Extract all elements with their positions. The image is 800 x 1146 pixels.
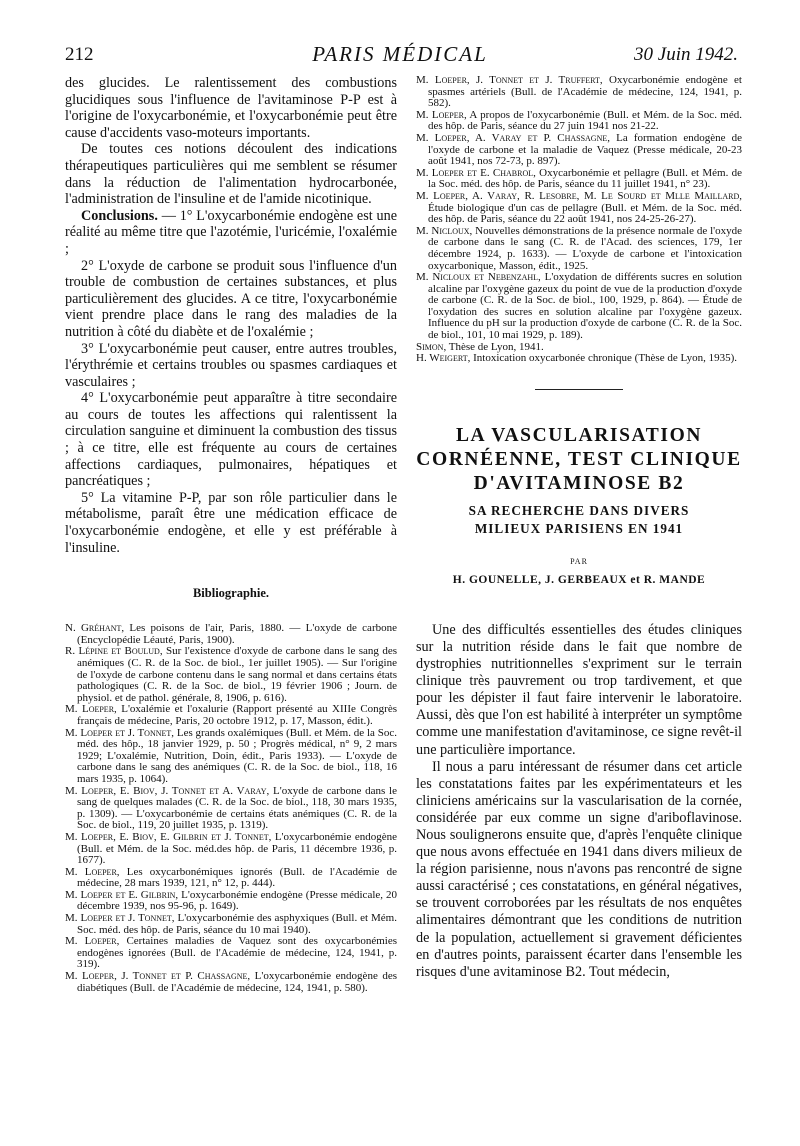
conclusion-item: 5° La vitamine P-P, par son rôle particulier dans le métabolisme, paraît être une médication efficace de l'oxycarbonémie endogène, et elle y est préférable à l'insuline.: [65, 489, 397, 556]
right-column: [416, 75, 742, 981]
article-subtitle-line: MILIEUX PARISIENS EN 1941: [474, 520, 684, 536]
bibliography-entry: [65, 786, 397, 832]
left-column: [65, 75, 397, 994]
bibliography-author: M. Loeper et J. Tonnet: [65, 726, 172, 739]
bibliography-text: , L'oxycarbonémie endogène des diabétiques (Bull. de l'Académie de médecine, 124, 1941, p. 580).: [77, 970, 397, 994]
article-title-line: CORNÉENNE, TEST CLINIQUE: [416, 448, 742, 470]
bibliography-text: , L'oxalémie et l'oxalurie (Rapport présenté au XIIIe Congrès français de médecine, Paris, 20 octobre 1912, p. 17, Masson, édit.).: [77, 703, 397, 727]
bibliography-heading: Bibliographie.: [192, 586, 270, 601]
bibliography-entry: [416, 353, 742, 365]
section-divider: [535, 389, 623, 390]
issue-date: 30 Juin 1942.: [634, 44, 738, 65]
bibliography-entry: [65, 936, 397, 971]
article-paragraph: Une des difficultés essentielles des études cliniques sur la nutrition réside dans le fait que nombre de dystrophies nutritionnelles s'expriment sur le terrain clinique très pauvrement ou trop tardivement, et que pour les dépister il faut faire intervenir le laboratoire. Aussi, dès que l'on est habilité à interpréter un symptôme comme une manifestation d'avitaminose, ce signe revêt-il une particulière importance.: [416, 621, 743, 758]
bibliography-text: , Nouvelles démonstrations de la présence normale de l'oxyde de carbone dans le sang (C. R. de l'Acad. des sciences, 179, 1er décembre 1924, p. 1633). — L'oxyde de carbone et l'intoxication oxycarbonique, Masson, édit., 1925.: [428, 224, 742, 272]
bibliography-list-left: [65, 623, 397, 994]
bibliography-text: , L'oxydation de différents sucres en solution alcaline par l'oxygène gazeux du point de vue de la production d'oxyde de carbone (C. R. de la Soc. de biol., 100, 1929, p. 864). — Étude de l'oxydation des sucres en solution alcaline par l'oxygène gazeux. Influence du pH sur la production d'oxyde de carbone (C. R. de la Soc. de biol., 101, 10 mai 1929, p. 189).: [428, 271, 742, 342]
bibliography-author: M. Loeper et J. Tonnet: [65, 912, 172, 925]
bibliography-text: , Étude biologique d'un cas de pellagre (Bull. et Mém. de la Soc. méd. des hôp. de Paris, séance du 22 août 1941, nos 24-25-26-27).: [428, 189, 742, 226]
article-paragraph: Il nous a paru intéressant de résumer dans cet article les constatations faites par les expérimentateurs et les cliniciens américains sur la vascularisation de la cornée, considérée par eux comme un signe d'ariboflavinose. Nous soulignerons ensuite que, d'après l'enquête clinique que nous avons effectuée en 1941 dans divers milieux de la région parisienne, nous n'avons pas rencontré de signe aussi caractérisé ; ces constatations, en général négatives, se trouvent corroborées par les résultats de nos enquêtes alimentaires démontrant que les conditions de nutrition de la population, actuellement si gravement déficientes en d'autres points, paraissent écarter dans l'ensemble les risques d'une avitaminose B2. Tout médecin,: [416, 758, 742, 980]
bibliography-text: , L'oxycarbonémie endogène (Bull. et Mém. de la Soc. méd.des hôp. de Paris, 11 décembre 1936, p. 1677).: [77, 830, 397, 867]
bibliography-author: N. Gréhant: [65, 622, 122, 635]
bibliography-entry: [416, 272, 742, 342]
conclusions-label: Conclusions.: [81, 207, 158, 224]
page-number: 212: [65, 44, 94, 65]
bibliography-text: , Les oxycarbonémiques ignorés (Bull. de l'Académie de médecine, 28 mars 1939, 121, n° 12, p. 444).: [77, 865, 397, 890]
bibliography-author: H. Weigert: [416, 352, 468, 365]
bibliography-author: M. Loeper, A. Varay et P. Chassagne: [416, 131, 608, 144]
bibliography-author: Simon: [416, 340, 444, 353]
conclusion-item: 3° L'oxycarbonémie peut causer, entre autres troubles, l'érythrémie et certains troubles ou spasmes cardiaques et vasculaires ;: [65, 340, 397, 390]
bibliography-entry: [65, 704, 397, 727]
conclusion-item: 4° L'oxycarbonémie peut apparaître à titre secondaire au cours de toutes les affections qui ralentissent la circulation sanguine et diminuent la combustion des tissus ; à ce titre, elle est fréquente au cours de certaines affections cardiaques, pulmonaires, hépatiques et pancréatiques ;: [65, 390, 397, 490]
bibliography-author: M. Nicloux et Nebenzahl: [416, 271, 539, 284]
bibliography-entry: [65, 623, 397, 646]
bibliography-author: M. Loeper, A. Varay, R. Lesobre, M. Le Sourd et Mlle Maillard: [416, 189, 740, 202]
bibliography-text: , L'oxyde de carbone dans le sang de quelques malades (C. R. de la Soc. de biol., 118, 30 mars 1935, p. 1309). — L'oxycarbonémie de certains états anémiques (C. R. de la Soc. de biol., 119, 20 juillet 1935, p. 1319).: [77, 784, 397, 832]
conclusions-paragraph: [65, 208, 397, 258]
bibliography-text: , A propos de l'oxycarbonémie (Bull. et Mém. de la Soc. méd. des hôp. de Paris, séance du 27 juin 1941 nos 21-22.: [428, 108, 742, 133]
bibliography-entry: [65, 832, 397, 867]
bibliography-author: M. Nicloux: [416, 224, 470, 237]
conclusion-item: — 1° L'oxycarbonémie endogène est une réalité au même titre que l'azotémie, l'uricémie, l'oxalémie ;: [65, 207, 397, 257]
bibliography-author: M. Loeper: [65, 865, 117, 878]
bibliography-author: M. Loeper, J. Tonnet et J. Truffert: [416, 74, 600, 86]
bibliography-text: , Oxycarbonémie endogène et spasmes artériels (Bull. de l'Académie de médecine, 124, 1941, p. 582).: [428, 74, 742, 110]
bibliography-entry: [65, 867, 397, 890]
bibliography-author: M. Loeper, E. Biov, J. Tonnet et A. Varay: [65, 784, 267, 797]
bibliography-text: , Thèse de Lyon, 1941.: [443, 340, 544, 353]
bibliography-entry: [416, 110, 742, 133]
bibliography-text: , L'oxycarbonémie endogène (Presse médicale, 20 décembre 1939, nos 95-96, p. 1649).: [77, 888, 398, 913]
bibliography-author: M. Loeper: [416, 108, 464, 121]
article-authors: H. GOUNELLE, J. GERBEAUX et R. MANDE: [452, 573, 706, 586]
bibliography-author: M. Loeper et E. Gilbrin: [65, 888, 176, 901]
bibliography-entry: [65, 728, 397, 786]
bibliography-entry: [416, 226, 742, 272]
bibliography-list-right: [416, 75, 742, 365]
bibliography-entry: [416, 133, 742, 168]
bibliography-author: R. Lépine et Boulud: [65, 645, 160, 658]
bibliography-author: M. Loeper et E. Chabrol: [416, 166, 534, 179]
article-title-line: LA VASCULARISATION: [455, 424, 703, 446]
bibliography-entry: [416, 168, 742, 191]
running-title: PARIS MÉDICAL: [312, 42, 488, 66]
article-subtitle-line: SA RECHERCHE DANS DIVERS: [468, 502, 690, 518]
bibliography-entry: [65, 971, 397, 994]
bibliography-text: , Les grands oxalémiques (Bull. et Mém. de la Soc. méd. des hôp., 18 janvier 1929, p. 50 ; Progrès médical, n° 9, 2 mars 1929; L'oxalémie, Nutrition, Doin, édit., Paris 1933). — L'oxyde de carbone dans le sang des anémiques (C. R. de la Soc. de biol., 118, 16 mars 1935, p. 1064).: [77, 726, 397, 785]
bibliography-entry: [416, 75, 742, 110]
bibliography-author: M. Loeper, J. Tonnet et P. Chassagne: [65, 970, 248, 983]
bibliography-entry: [65, 646, 397, 704]
bibliography-text: , La formation endogène de l'oxyde de carbone et la maladie de Vaquez (Presse médicale, 20-23 août 1941, nos 72-73, p. 897).: [428, 131, 742, 168]
bibliography-author: M. Loeper, E. Biov, E. Gilbrin et J. Tonnet: [65, 830, 269, 843]
bibliography-entry: [65, 913, 397, 936]
conclusion-item: 2° L'oxyde de carbone se produit sous l'influence d'un trouble de combustion de certaines substances, et plus particulièrement des glucides. A ce titre, l'oxycarbonémie vient prendre place dans le rang des maladies de la nutrition à côté du diabète et de l'oxalémie ;: [65, 257, 397, 340]
bibliography-text: , L'oxycarbonémie des asphyxiques (Bull. et Mém. Soc. méd. des hôp. de Paris, séance du 10 mai 1940).: [77, 912, 397, 936]
bibliography-text: , Les poisons de l'air, Paris, 1880. — L'oxyde de carbone (Encyclopédie Léauté, Paris, 1900).: [77, 622, 397, 646]
article-title-line: D'AVITAMINOSE B2: [473, 472, 685, 494]
bibliography-text: , Sur l'existence d'oxyde de carbone dans le sang des anémiques (C. R. de la Soc. de biol., 1er juillet 1905). — Sur l'origine de l'oxyde de carbone contenu dans le sang normal et dans certains états pathologiques (C. R. de la Soc. de biol., 19 février 1906 ; Journ. de physiol. et de pathol. générale, 8, 1906, p. 616).: [77, 645, 397, 704]
bibliography-entry: [416, 191, 742, 226]
body-paragraph: des glucides. Le ralentissement des combustions glucidiques sous l'influence de l'avitaminose P-P est à l'origine de l'oxycarbonémie, et l'oxycarbonémie peut être cause d'accidents vaso-moteurs importants.: [65, 75, 397, 141]
body-paragraph: De toutes ces notions découlent des indications thérapeutiques particulières qui me semblent se résumer dans la réduction de l'alimentation hydrocarbonée, l'administration de l'insuline et de l'amide nicotinique.: [65, 141, 397, 208]
bibliography-author: M. Loeper: [65, 935, 117, 948]
byline-par: PAR: [570, 556, 588, 566]
bibliography-entry: [65, 890, 397, 913]
bibliography-text: , Intoxication oxycarbonée chronique (Thèse de Lyon, 1935).: [467, 352, 738, 365]
bibliography-author: M. Loeper: [65, 703, 115, 716]
bibliography-text: , Certaines maladies de Vaquez sont des oxycarbonémies endogènes ignorées (Bull. de l'Académie de médecine, 124, 1941, p. 319).: [77, 935, 397, 971]
bibliography-text: , Oxycarbonémie et pellagre (Bull. et Mém. de la Soc. méd. des hôp. de Paris, séance du 11 juillet 1941, n° 23).: [428, 166, 742, 191]
